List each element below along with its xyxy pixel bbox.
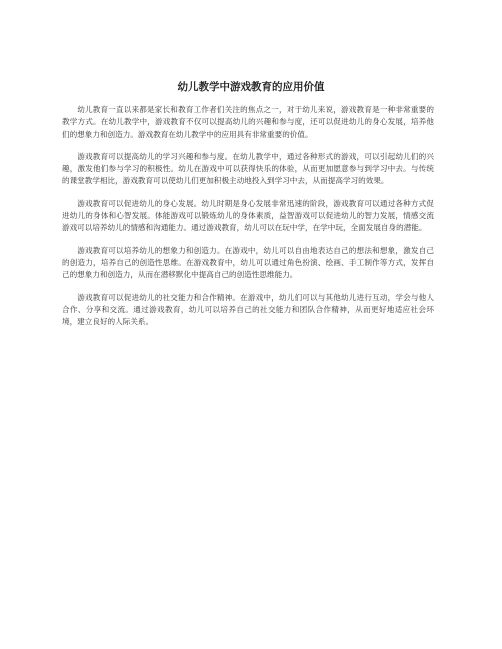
paragraph-4: 游戏教育可以培养幼儿的想象力和创造力。在游戏中，幼儿可以自由地表达自己的想法和想象，激发自己的创造力，培养自己的创造性思维。在游戏教育中，幼儿可以通过角色扮演、绘画、手工制作等方式，发挥自己的想象力和创造力，从而在潜移默化中提高自己的创造性思维能力。: [62, 245, 434, 280]
document-title: 幼儿教学中游戏教育的应用价值: [177, 81, 325, 93]
document-body: [62, 104, 434, 338]
paragraph-1: 幼儿教育一直以来都是家长和教育工作者们关注的焦点之一，对于幼儿来说，游戏教育是一种非常重要的教学方式。在幼儿教学中，游戏教育不仅可以提高幼儿的兴趣和参与度，还可以促进幼儿的身心发展，培养他们的想象力和创造力。游戏教育在幼儿教学中的应用具有非常重要的价值。: [62, 105, 434, 139]
paragraph-2: 游戏教育可以提高幼儿的学习兴趣和参与度。在幼儿教学中，通过各种形式的游戏，可以引起幼儿们的兴趣，激发他们参与学习的积极性。幼儿在游戏中可以获得快乐的体验，从而更加愿意参与到学习中去。与传统的课堂教学相比，游戏教育可以使幼儿们更加积极主动地投入到学习中去，从而提高学习的效果。: [62, 151, 434, 186]
paragraph-3: 游戏教育可以促进幼儿的身心发展。幼儿时期是身心发展非常迅速的阶段，游戏教育可以通过各种方式促进幼儿的身体和心智发展。体能游戏可以锻炼幼儿的身体素质，益智游戏可以促进幼儿的智力发展，情感交流游戏可以培养幼儿的情感和沟通能力。通过游戏教育，幼儿可以在玩中学，在学中玩，全面发展自身的潜能。: [62, 198, 434, 233]
paragraph-5: 游戏教育可以促进幼儿的社交能力和合作精神。在游戏中，幼儿们可以与其他幼儿进行互动，学会与他人合作、分享和交流。通过游戏教育，幼儿可以培养自己的社交能力和团队合作精神，从而更好地适应社会环境，建立良好的人际关系。: [62, 292, 434, 327]
